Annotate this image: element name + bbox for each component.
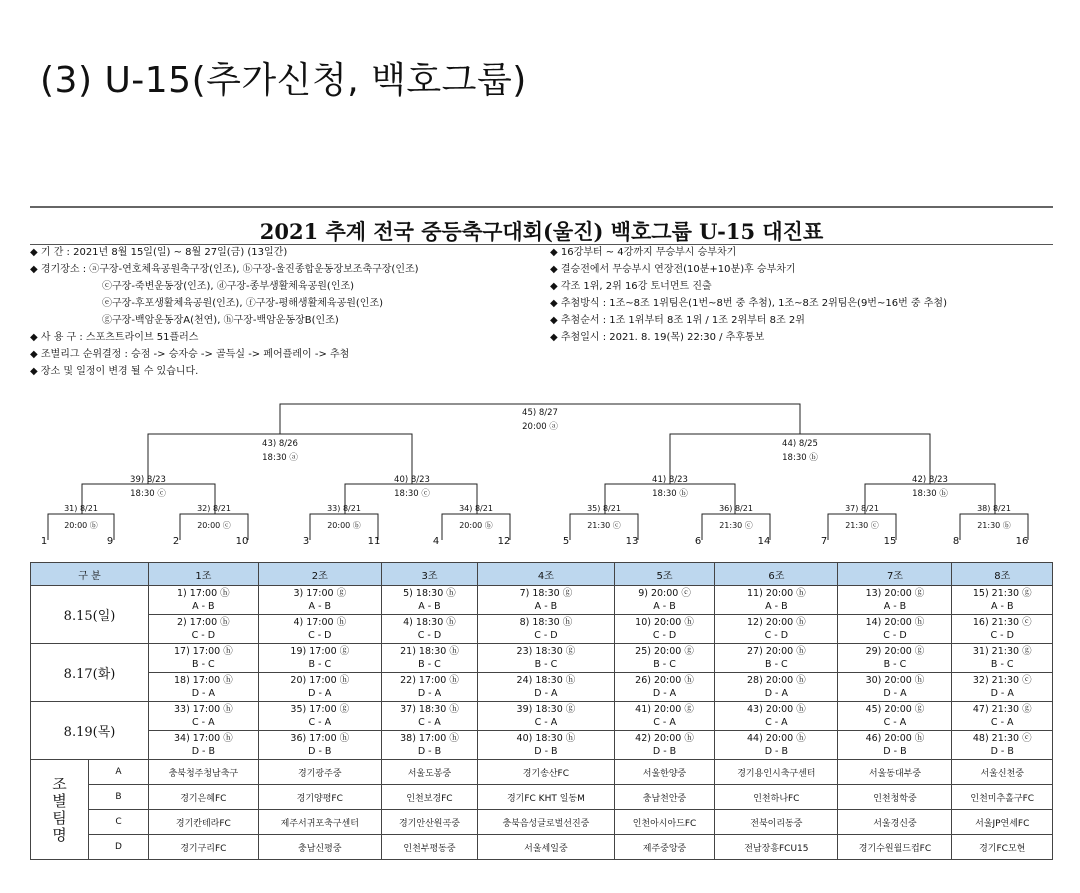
match-pair-text: A - B — [192, 601, 215, 612]
team-name: 서울한양중 — [614, 760, 714, 785]
match-pair-text: C - D — [883, 630, 907, 641]
match-time: 20:00 ⓒ — [197, 521, 231, 530]
match-pair-text: C - D — [764, 630, 789, 641]
match-time-text: 13) 20:00 ⓖ — [865, 588, 925, 599]
match-cell — [952, 644, 1053, 673]
match-time-text: 24) 18:30 ⓗ — [516, 675, 576, 686]
match-time-text: 7) 18:30 ⓖ — [519, 588, 573, 599]
team-name: 경기수원월드컵FC — [838, 835, 952, 860]
match-time-text: 33) 17:00 ⓗ — [173, 704, 233, 715]
match-cell — [838, 702, 952, 731]
match-time-text: 19) 17:00 ⓖ — [290, 646, 350, 657]
seed-number: 4 — [432, 536, 440, 546]
match-label: 35) 8/21 — [587, 504, 621, 513]
team-name: 서울도봉중 — [381, 760, 477, 785]
seed-number: 12 — [497, 536, 511, 546]
match-time-text: 41) 20:00 ⓖ — [635, 704, 694, 715]
match-pair-text: B - C — [765, 659, 788, 670]
match-time: 21:30 ⓒ — [587, 521, 621, 530]
match-time-text: 32) 21:30 ⓒ — [972, 675, 1032, 686]
match-cell — [258, 586, 381, 615]
match-cell — [715, 731, 838, 760]
info-line: ⓒ구장-죽변운동장(인조), ⓓ구장-종부생활체육공원(인조) — [102, 281, 355, 292]
match-cell — [381, 702, 477, 731]
table-row — [31, 702, 1053, 731]
date-cell: 8.17(화) — [31, 644, 149, 702]
info-line: ◆ 추첨일시 : 2021. 8. 19(목) 22:30 / 추후통보 — [550, 332, 765, 343]
match-time-text: 45) 20:00 ⓖ — [865, 704, 925, 715]
table-row — [31, 644, 1053, 673]
match-pair-text: B - C — [192, 659, 215, 670]
match-cell — [614, 586, 714, 615]
match-label: 37) 8/21 — [845, 504, 879, 513]
match-cell — [952, 702, 1053, 731]
match-pair-text: D - A — [764, 688, 789, 699]
match-cell — [149, 586, 259, 615]
match-time-text: 14) 20:00 ⓗ — [865, 617, 925, 628]
team-name: 경기FC KHT 일동M — [478, 785, 615, 810]
info-line: ◆ 결승전에서 무승부시 연장전(10분+10분)후 승부차기 — [550, 264, 796, 275]
match-time-text: 3) 17:00 ⓖ — [293, 588, 347, 599]
match-pair-text: C - D — [990, 630, 1014, 641]
match-time: 21:30 ⓒ — [719, 521, 753, 530]
group-letter: D — [89, 835, 149, 860]
sheet-title: 2021 추계 전국 중등축구대회(울진) 백호그룹 U-15 대진표 — [259, 219, 824, 244]
match-pair-text: C - D — [308, 630, 332, 641]
match-pair-text: C - A — [192, 717, 215, 728]
column-header: 구 분 — [31, 563, 149, 586]
team-name: 경기송산FC — [478, 760, 615, 785]
team-name: 충남천안중 — [614, 785, 714, 810]
team-name: 경기양평FC — [258, 785, 381, 810]
match-pair-text: B - C — [883, 659, 907, 670]
match-label: 32) 8/21 — [197, 504, 231, 513]
match-time-text: 35) 17:00 ⓖ — [290, 704, 350, 715]
team-name: 충북청주청남축구 — [149, 760, 259, 785]
info-line: ◆ 16강부터 ~ 4강까지 무승부시 승부차기 — [550, 247, 737, 258]
match-time: 20:00 ⓑ — [327, 521, 361, 530]
match-pair-text: D - A — [652, 688, 677, 699]
team-name: 충남신평중 — [258, 835, 381, 860]
match-time-text: 8) 18:30 ⓗ — [519, 617, 573, 628]
match-time: 21:30 ⓒ — [845, 521, 879, 530]
match-pair-text: C - D — [534, 630, 558, 641]
match-time-text: 42) 20:00 ⓗ — [635, 733, 694, 744]
group-letter: B — [89, 785, 149, 810]
match-cell — [614, 673, 714, 702]
tournament-bracket — [30, 396, 1053, 546]
match-label: 40) 8/23 — [394, 475, 430, 485]
team-name: 경기광주중 — [258, 760, 381, 785]
match-cell — [381, 644, 477, 673]
match-time-text: 22) 17:00 ⓗ — [400, 675, 459, 686]
match-time-text: 26) 20:00 ⓗ — [635, 675, 694, 686]
match-pair-text: D - B — [652, 746, 677, 757]
match-label: 33) 8/21 — [327, 504, 361, 513]
group-letter: C — [89, 810, 149, 835]
team-name: 경기안산원곡중 — [381, 810, 477, 835]
match-time-text: 4) 17:00 ⓗ — [293, 617, 347, 628]
match-label: 36) 8/21 — [719, 504, 753, 513]
team-name: 인천아시아드FC — [614, 810, 714, 835]
match-time-text: 46) 20:00 ⓗ — [865, 733, 925, 744]
team-name: 제주중앙중 — [614, 835, 714, 860]
match-pair-text: D - B — [764, 746, 789, 757]
team-name: 경기칸테라FC — [149, 810, 259, 835]
seed-number: 10 — [235, 536, 249, 546]
page-heading: (3) U-15(추가신청, 백호그룹) — [40, 60, 527, 101]
table-row — [31, 731, 1053, 760]
match-pair-text: D - A — [534, 688, 558, 699]
info-line: ⓖ구장-백암운동장A(천연), ⓗ구장-백암운동장B(인조) — [102, 315, 339, 326]
match-time-text: 20) 17:00 ⓗ — [290, 675, 350, 686]
info-line: ◆ 기 간 : 2021년 8월 15일(일) ~ 8월 27일(금) (13일간) — [30, 247, 288, 258]
match-time: 18:30 ⓑ — [782, 453, 818, 463]
match-time-text: 10) 20:00 ⓗ — [635, 617, 694, 628]
match-time-text: 47) 21:30 ⓖ — [972, 704, 1032, 715]
match-pair-text: A - B — [990, 601, 1014, 612]
match-time-text: 38) 17:00 ⓗ — [400, 733, 459, 744]
seed-number: 15 — [883, 536, 897, 546]
match-time: 20:00 ⓑ — [459, 521, 493, 530]
team-name: 서울동대부중 — [838, 760, 952, 785]
info-line: ⓔ구장-후포생활체육공원(인조), ⓕ구장-평해생활체육공원(인조) — [102, 298, 384, 309]
team-name: 서울세일중 — [478, 835, 615, 860]
match-cell — [838, 673, 952, 702]
info-line: ◆ 추첨순서 : 1조 1위부터 8조 1위 / 1조 2위부터 8조 2위 — [550, 315, 805, 326]
info-line: ◆ 사 용 구 : 스포츠트라이브 51플러스 — [30, 332, 199, 343]
team-name: 인천보경FC — [381, 785, 477, 810]
match-cell — [478, 702, 615, 731]
team-name: 경기FC모현 — [952, 835, 1053, 860]
match-label: 31) 8/21 — [64, 504, 98, 513]
match-label: 44) 8/25 — [782, 439, 818, 449]
column-header: 1조 — [149, 563, 259, 586]
team-name: 인천청학중 — [838, 785, 952, 810]
match-time-text: 43) 20:00 ⓗ — [747, 704, 806, 715]
match-time: 21:30 ⓑ — [977, 521, 1011, 530]
match-pair-text: D - A — [990, 688, 1014, 699]
match-time-text: 30) 20:00 ⓗ — [865, 675, 925, 686]
team-name: 서울경신중 — [838, 810, 952, 835]
match-time: 18:30 ⓒ — [130, 489, 166, 499]
match-cell — [838, 586, 952, 615]
date-cell: 8.15(일) — [31, 586, 149, 644]
match-pair-text: C - D — [652, 630, 677, 641]
match-pair-text: C - A — [308, 717, 332, 728]
match-cell — [715, 615, 838, 644]
match-time-text: 12) 20:00 ⓗ — [747, 617, 806, 628]
match-pair-text: D - B — [191, 746, 215, 757]
match-cell — [258, 673, 381, 702]
column-header: 2조 — [258, 563, 381, 586]
match-label: 45) 8/27 — [522, 408, 558, 418]
match-cell — [478, 673, 615, 702]
match-pair-text: A - B — [534, 601, 558, 612]
team-name: 경기용인시축구센터 — [715, 760, 838, 785]
match-time-text: 34) 17:00 ⓗ — [173, 733, 233, 744]
seed-number: 1 — [40, 536, 48, 546]
seed-number: 8 — [952, 536, 960, 546]
match-time-text: 5) 18:30 ⓗ — [403, 588, 456, 599]
match-cell — [614, 702, 714, 731]
team-name: 인천하나FC — [715, 785, 838, 810]
seed-number: 13 — [625, 536, 639, 546]
match-pair-text: B - C — [534, 659, 558, 670]
match-pair-text: B - C — [418, 659, 441, 670]
seed-number: 14 — [757, 536, 771, 546]
match-pair-text: D - A — [883, 688, 907, 699]
match-cell — [838, 615, 952, 644]
match-cell — [149, 731, 259, 760]
info-line: ◆ 추첨방식 : 1조~8조 1위팀은(1번~8번 중 추첨), 1조~8조 2위팀은(9번~16번 중 추첨) — [550, 298, 947, 309]
date-cell: 8.19(목) — [31, 702, 149, 760]
match-time: 20:00 ⓐ — [522, 422, 558, 432]
match-cell — [838, 644, 952, 673]
group-letter: A — [89, 760, 149, 785]
match-time-text: 11) 20:00 ⓗ — [747, 588, 806, 599]
match-cell — [149, 702, 259, 731]
match-cell — [258, 731, 381, 760]
match-time-text: 9) 20:00 ⓒ — [638, 588, 691, 599]
match-pair-text: B - C — [653, 659, 676, 670]
match-pair-text: A - B — [883, 601, 907, 612]
match-time-text: 21) 18:30 ⓗ — [400, 646, 459, 657]
match-cell — [715, 673, 838, 702]
info-right — [550, 244, 947, 346]
match-time-text: 31) 21:30 ⓖ — [972, 646, 1032, 657]
match-label: 41) 8/23 — [652, 475, 688, 485]
info-line: ◆ 장소 및 일정이 변경 될 수 있습니다. — [30, 366, 199, 377]
match-cell — [381, 731, 477, 760]
match-pair-text: D - B — [534, 746, 558, 757]
seed-number: 3 — [302, 536, 310, 546]
match-label: 43) 8/26 — [262, 439, 298, 449]
match-pair-text: B - C — [308, 659, 332, 670]
match-time-text: 4) 18:30 ⓗ — [403, 617, 456, 628]
team-name: 전북이리동중 — [715, 810, 838, 835]
info-line: ◆ 경기장소 : ⓐ구장-연호체육공원축구장(인조), ⓑ구장-울진종합운동장보조축구장(인조) — [30, 264, 419, 275]
match-cell — [149, 673, 259, 702]
match-cell — [478, 586, 615, 615]
match-cell — [614, 615, 714, 644]
match-time-text: 28) 20:00 ⓗ — [747, 675, 806, 686]
match-time-text: 36) 17:00 ⓗ — [290, 733, 350, 744]
team-row — [31, 785, 1053, 810]
schedule-table — [30, 562, 1053, 860]
match-cell — [381, 673, 477, 702]
match-time-text: 27) 20:00 ⓗ — [747, 646, 806, 657]
team-name: 서울JP연세FC — [952, 810, 1053, 835]
seed-number: 16 — [1015, 536, 1029, 546]
match-pair-text: C - D — [417, 630, 442, 641]
match-label: 39) 8/23 — [130, 475, 166, 485]
info-left — [30, 244, 419, 380]
match-pair-text: C - A — [418, 717, 441, 728]
match-time-text: 16) 21:30 ⓒ — [972, 617, 1032, 628]
match-cell — [838, 731, 952, 760]
match-time: 18:30 ⓑ — [912, 489, 948, 499]
table-row — [31, 673, 1053, 702]
match-cell — [715, 644, 838, 673]
match-time-text: 29) 20:00 ⓖ — [865, 646, 925, 657]
seed-number: 6 — [694, 536, 702, 546]
match-pair-text: A - B — [418, 601, 441, 612]
match-pair-text: A - B — [765, 601, 788, 612]
match-cell — [478, 644, 615, 673]
match-cell — [258, 644, 381, 673]
table-row — [31, 586, 1053, 615]
info-line: ◆ 각조 1위, 2위 16강 토너먼트 진출 — [550, 281, 712, 292]
team-name: 경기은혜FC — [149, 785, 259, 810]
match-pair-text: D - A — [417, 688, 442, 699]
match-time-text: 48) 21:30 ⓒ — [972, 733, 1032, 744]
match-time: 18:30 ⓑ — [652, 489, 688, 499]
team-row — [31, 835, 1053, 860]
match-pair-text: C - D — [191, 630, 216, 641]
column-header: 3조 — [381, 563, 477, 586]
match-time-text: 39) 18:30 ⓖ — [516, 704, 576, 715]
team-name: 경기구리FC — [149, 835, 259, 860]
match-time-text: 37) 18:30 ⓗ — [400, 704, 459, 715]
column-header: 7조 — [838, 563, 952, 586]
match-cell — [258, 702, 381, 731]
match-time-text: 44) 20:00 ⓗ — [747, 733, 806, 744]
seed-number: 11 — [367, 536, 381, 546]
match-cell — [149, 644, 259, 673]
match-cell — [614, 644, 714, 673]
column-header: 6조 — [715, 563, 838, 586]
team-name: 충북음성글로벌선진중 — [478, 810, 615, 835]
match-time: 18:30 ⓒ — [394, 489, 430, 499]
match-label: 34) 8/21 — [459, 504, 493, 513]
match-pair-text: A - B — [653, 601, 676, 612]
match-pair-text: C - A — [990, 717, 1014, 728]
match-cell — [381, 586, 477, 615]
match-cell — [952, 731, 1053, 760]
team-name: 인천미추홀구FC — [952, 785, 1053, 810]
match-time-text: 17) 17:00 ⓗ — [173, 646, 233, 657]
match-pair-text: D - B — [883, 746, 907, 757]
team-name: 제주서귀포축구센터 — [258, 810, 381, 835]
match-cell — [478, 731, 615, 760]
teams-label: 조별팀명 — [31, 760, 89, 860]
match-time: 20:00 ⓑ — [64, 521, 98, 530]
match-pair-text: B - C — [990, 659, 1014, 670]
match-time-text: 1) 17:00 ⓗ — [177, 588, 230, 599]
match-cell — [614, 731, 714, 760]
seed-number: 2 — [172, 536, 180, 546]
match-time-text: 23) 18:30 ⓖ — [516, 646, 576, 657]
team-name: 전남장흥FCU15 — [715, 835, 838, 860]
match-time: 18:30 ⓐ — [262, 453, 298, 463]
match-label: 38) 8/21 — [977, 504, 1011, 513]
match-label: 42) 8/23 — [912, 475, 948, 485]
match-time-text: 2) 17:00 ⓗ — [177, 617, 230, 628]
team-name: 인천부평동중 — [381, 835, 477, 860]
column-header: 4조 — [478, 563, 615, 586]
match-cell — [715, 586, 838, 615]
match-time-text: 18) 17:00 ⓗ — [173, 675, 233, 686]
match-pair-text: D - A — [308, 688, 332, 699]
seed-number: 7 — [820, 536, 828, 546]
team-name: 서울신천중 — [952, 760, 1053, 785]
match-cell — [715, 702, 838, 731]
seed-number: 9 — [106, 536, 114, 546]
match-pair-text: C - A — [765, 717, 788, 728]
match-cell — [381, 615, 477, 644]
match-cell — [952, 673, 1053, 702]
match-cell — [952, 615, 1053, 644]
top-rule — [30, 206, 1053, 208]
match-pair-text: D - B — [308, 746, 332, 757]
column-header: 8조 — [952, 563, 1053, 586]
match-pair-text: D - B — [990, 746, 1014, 757]
match-pair-text: A - B — [308, 601, 332, 612]
match-time-text: 40) 18:30 ⓗ — [516, 733, 576, 744]
match-cell — [952, 586, 1053, 615]
info-line: ◆ 조별리그 순위결정 : 승점 -> 승자승 -> 골득실 -> 페어플레이 -> 추첨 — [30, 349, 350, 360]
team-row — [31, 760, 1053, 785]
match-pair-text: C - A — [534, 717, 558, 728]
table-row — [31, 615, 1053, 644]
match-pair-text: C - A — [883, 717, 907, 728]
seed-number: 5 — [562, 536, 570, 546]
match-cell — [149, 615, 259, 644]
match-cell — [478, 615, 615, 644]
match-pair-text: D - B — [417, 746, 442, 757]
match-time-text: 15) 21:30 ⓖ — [972, 588, 1032, 599]
match-pair-text: D - A — [191, 688, 215, 699]
match-time-text: 25) 20:00 ⓖ — [635, 646, 694, 657]
column-header: 5조 — [614, 563, 714, 586]
match-pair-text: C - A — [653, 717, 676, 728]
table-header-row — [31, 563, 1053, 586]
match-cell — [258, 615, 381, 644]
team-row — [31, 810, 1053, 835]
